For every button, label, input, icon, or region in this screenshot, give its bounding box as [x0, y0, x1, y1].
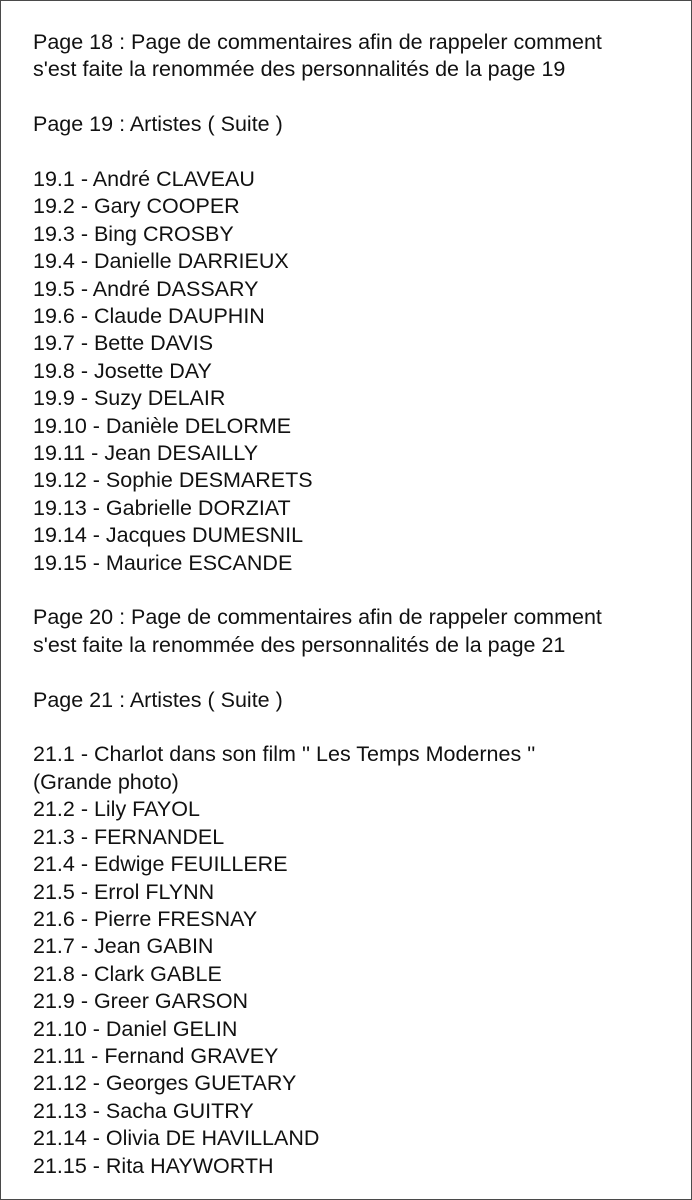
- section-heading: Page 21 : Artistes ( Suite ): [33, 687, 283, 712]
- list-item: 19.14 - Jacques DUMESNIL: [33, 523, 304, 548]
- list-item: 21.1 - Charlot dans son film '' Les Temps Modernes '': [33, 742, 536, 767]
- list-item: 19.4 - Danielle DARRIEUX: [33, 249, 289, 274]
- list-item: 21.13 - Sacha GUITRY: [33, 1098, 254, 1123]
- list-item: 21.7 - Jean GABIN: [33, 934, 214, 959]
- list-item: 19.5 - André DASSARY: [33, 276, 259, 301]
- list-item: 21.10 - Daniel GELIN: [33, 1016, 238, 1041]
- list-item: 19.1 - André CLAVEAU: [33, 167, 255, 191]
- section-heading: Page 19 : Artistes ( Suite ): [33, 112, 283, 137]
- list-item: 21.6 - Pierre FRESNAY: [33, 906, 258, 931]
- list-item: 21.4 - Edwige FEUILLERE: [33, 852, 288, 877]
- list-item: 19.2 - Gary COOPER: [33, 194, 240, 219]
- artist-list: [33, 741, 691, 1180]
- comment-line: Page 20 : Page de commentaires afin de rappeler comment: [33, 605, 602, 630]
- artist-list: [33, 166, 691, 577]
- list-item: 19.15 - Maurice ESCANDE: [33, 550, 293, 575]
- list-item: 19.9 - Suzy DELAIR: [33, 386, 226, 411]
- list-item: 21.8 - Clark GABLE: [33, 961, 222, 986]
- list-item: 19.13 - Gabrielle DORZIAT: [33, 495, 291, 520]
- list-item: 21.14 - Olivia DE HAVILLAND: [33, 1126, 320, 1151]
- list-item: 19.10 - Danièle DELORME: [33, 413, 292, 438]
- list-item: (Grande photo): [33, 769, 179, 794]
- list-item: 21.15 - Rita HAYWORTH: [33, 1153, 274, 1178]
- list-item: 19.8 - Josette DAY: [33, 358, 212, 383]
- list-item: 19.11 - Jean DESAILLY: [33, 441, 259, 466]
- list-item: 21.9 - Greer GARSON: [33, 989, 249, 1014]
- list-item: 21.3 - FERNANDEL: [33, 824, 225, 849]
- list-item: 19.6 - Claude DAUPHIN: [33, 304, 265, 329]
- list-item: 19.3 - Bing CROSBY: [33, 221, 234, 246]
- section-pages-20-21: [33, 604, 691, 1180]
- section-pages-18-19: [33, 29, 691, 577]
- comment-line: s'est faite la renommée des personnalités de la page 19: [33, 57, 566, 82]
- comment-line: Page 18 : Page de commentaires afin de rappeler comment: [33, 30, 602, 54]
- list-item: 21.2 - Lily FAYOL: [33, 797, 200, 822]
- list-item: 19.7 - Bette DAVIS: [33, 331, 214, 356]
- list-item: 19.12 - Sophie DESMARETS: [33, 468, 313, 493]
- comment-line: s'est faite la renommée des personnalités de la page 21: [33, 632, 566, 657]
- list-item: 21.12 - Georges GUETARY: [33, 1071, 297, 1096]
- list-item: 21.11 - Fernand GRAVEY: [33, 1043, 279, 1068]
- list-item: 21.5 - Errol FLYNN: [33, 879, 215, 904]
